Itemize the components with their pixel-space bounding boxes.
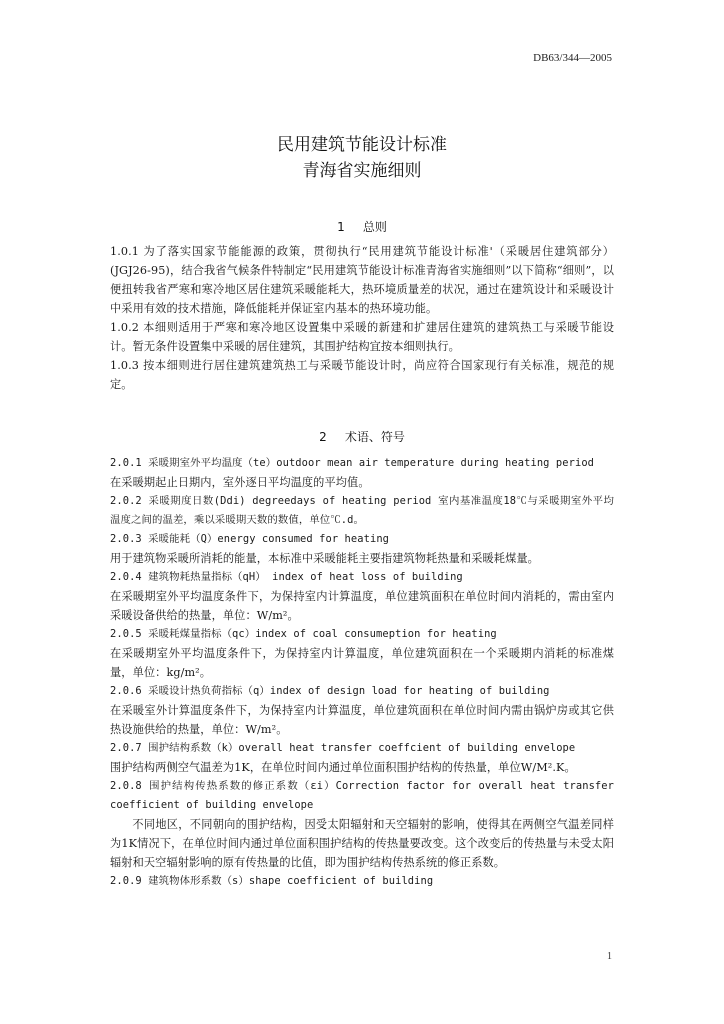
term-2-0-9: 2.0.9 建筑物体形系数（s）shape coefficient of building bbox=[110, 875, 434, 887]
section-1-number: 1 bbox=[337, 220, 345, 234]
section-1-body bbox=[110, 242, 614, 394]
title-line-2: 青海省实施细则 bbox=[302, 161, 422, 181]
document-title bbox=[0, 132, 724, 184]
section-2-heading bbox=[0, 428, 724, 445]
term-2-0-3-desc: 用于建筑物采暖所消耗的能量，本标准中采暖能耗主要指建筑物耗热量和采暖耗煤量。 bbox=[110, 552, 539, 565]
term-2-0-7: 2.0.7 围护结构系数（k）overall heat transfer coeffcient of building envelope bbox=[110, 742, 576, 754]
term-2-0-7-desc: 围护结构两侧空气温差为1K，在单位时间内通过单位面积围护结构的传热量，单位W/M².K。 bbox=[110, 761, 576, 774]
paragraph-1-0-1: 1.0.1 为了落实国家节能能源的政策，贯彻执行“民用建筑节能设计标准'（采暖居住建筑部分）(JGJ26-95)，结合我省气候条件特制定“民用建筑节能设计标准青海省实施细则”以下简称“细则”，以便扭转我省严寒和寒冷地区居住建筑采暖能耗大，热环境质量差的状况，通过在建筑设计和采暖设计中采用有效的技术措施，降低能耗并保证室内基本的热环境功能。 bbox=[110, 245, 614, 315]
term-2-0-4-desc: 在采暖期室外平均温度条件下，为保持室内计算温度，单位建筑面积在单位时间内消耗的，需由室内采暖设备供给的热量，单位：W/m²。 bbox=[110, 590, 614, 622]
term-2-0-3: 2.0.3 采暖能耗（Q）energy consumed for heating bbox=[110, 533, 390, 545]
document-code: DB63/344—2005 bbox=[533, 52, 612, 64]
term-2-0-8: 2.0.8 围护结构传热系数的修正系数（εi）Correction factor for overall heat transfer coefficient of building envelope bbox=[110, 780, 614, 811]
paragraph-1-0-3: 1.0.3 按本细则进行居住建筑建筑热工与采暖节能设计时，尚应符合国家现行有关标准，规范的规定。 bbox=[110, 359, 614, 391]
section-1-heading bbox=[0, 218, 724, 235]
section-2-number: 2 bbox=[319, 430, 327, 444]
term-2-0-5-desc: 在采暖期室外平均温度条件下，为保持室内计算温度，单位建筑面积在一个采暖期内消耗的标准煤量，单位：kg/m²。 bbox=[110, 647, 614, 679]
term-2-0-8-desc: 不同地区，不同朝向的围护结构，因受太阳辐射和天空辐射的影响，使得其在两侧空气温差同样为1K情况下，在单位时间内通过单位面积围护结构的传热量要改变。这个改变后的传热量与未受太阳辐射和天空辐射影响的原有传热量的比值，即为围护结构传热系统的修正系数。 bbox=[110, 818, 614, 869]
paragraph-1-0-2: 1.0.2 本细则适用于严寒和寒冷地区设置集中采暖的新建和扩建居住建筑的建筑热工与采暖节能设计。暂无条件设置集中采暖的居住建筑，其围护结构宜按本细则执行。 bbox=[110, 321, 614, 353]
term-2-0-1: 2.0.1 采暖期室外平均温度（te）outdoor mean air temperature during heating period bbox=[110, 457, 595, 469]
term-2-0-6: 2.0.6 采暖设计热负荷指标（q）index of design load for heating of building bbox=[110, 685, 550, 697]
title-line-1: 民用建筑节能设计标准 bbox=[277, 135, 447, 155]
section-1-name: 总则 bbox=[362, 220, 387, 234]
term-2-0-4: 2.0.4 建筑物耗热量指标（qH） index of heat loss of building bbox=[110, 571, 463, 583]
term-2-0-6-desc: 在采暖室外计算温度条件下，为保持室内计算温度，单位建筑面积在单位时间内需由锅炉房或其它供热设施供给的热量，单位：W/m²。 bbox=[110, 704, 614, 736]
term-2-0-1-desc: 在采暖期起止日期内，室外逐日平均温度的平均值。 bbox=[110, 476, 370, 489]
term-2-0-5: 2.0.5 采暖耗煤量指标（qc）index of coal consumeption for heating bbox=[110, 628, 497, 640]
section-2-body bbox=[110, 454, 614, 891]
section-2-name: 术语、符号 bbox=[344, 430, 405, 444]
page-number: 1 bbox=[607, 951, 612, 962]
term-2-0-2: 2.0.2 采暖期度日数(Ddi) degreedays of heating period 室内基准温度18℃与采暖期室外平均温度之间的温差，乘以采暖期天数的数值，单位℃.d。 bbox=[110, 495, 614, 526]
